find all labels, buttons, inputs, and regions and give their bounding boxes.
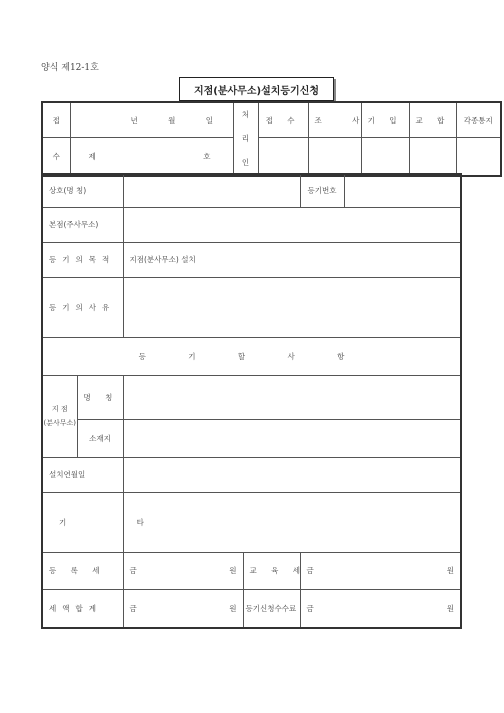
head-office-field[interactable] xyxy=(123,207,461,242)
col-entry: 기 입 xyxy=(361,102,409,138)
col-investigation: 조 사 xyxy=(308,102,361,138)
branch-name-label: 명 칭 xyxy=(77,375,123,419)
col-receipt: 접 수 xyxy=(258,102,308,138)
stamp-notices[interactable] xyxy=(456,138,501,176)
receipt-label-top: 접 xyxy=(42,102,70,138)
head-office-label: 본점(주사무소) xyxy=(42,207,123,242)
trade-name-label: 상호(명 칭) xyxy=(42,174,123,207)
reason-field[interactable] xyxy=(123,277,461,337)
branch-label: 지 점 (분사무소) xyxy=(42,375,77,457)
col-notices: 각종통지 xyxy=(456,102,501,138)
tax-total-label: 세액합계 xyxy=(42,589,123,628)
trade-name-field[interactable] xyxy=(123,174,300,207)
stamp-entry[interactable] xyxy=(361,138,409,176)
reg-tax-label: 등 록 세 xyxy=(42,552,123,589)
reason-label: 등기의사유 xyxy=(42,277,123,337)
form-number: 양식 제12-1호 xyxy=(41,63,99,73)
edu-tax-field[interactable]: 금 원 xyxy=(300,552,461,589)
other-label: 기 타 xyxy=(42,492,123,552)
reg-number-label: 등기번호 xyxy=(300,174,344,207)
install-date-label: 설치연월일 xyxy=(42,457,123,492)
tax-total-field[interactable]: 금 원 xyxy=(123,589,243,628)
stamp-verification[interactable] xyxy=(409,138,456,176)
col-verification: 교 합 xyxy=(409,102,456,138)
processor-label: 처 리 인 xyxy=(233,102,258,176)
form-title: 지점(분사무소)설치등기신청 xyxy=(179,77,334,101)
branch-name-field[interactable] xyxy=(123,375,461,419)
date-label: 년 월 일 xyxy=(70,102,233,138)
receipt-number: 제 호 xyxy=(70,138,233,176)
reg-tax-field[interactable]: 금 원 xyxy=(123,552,243,589)
purpose-value: 지점(분사무소) 설치 xyxy=(123,242,461,277)
receipt-label-bottom: 수 xyxy=(42,138,70,176)
stamp-investigation[interactable] xyxy=(308,138,361,176)
matters-header: 등 기 할 사 항 xyxy=(42,337,461,375)
reg-number-field[interactable] xyxy=(344,174,461,207)
receipt-table xyxy=(41,101,502,177)
stamp-receipt[interactable] xyxy=(258,138,308,176)
purpose-label: 등기의목적 xyxy=(42,242,123,277)
application-table xyxy=(41,173,462,629)
edu-tax-label: 교 육 세 xyxy=(243,552,300,589)
install-date-field[interactable] xyxy=(123,457,461,492)
branch-location-field[interactable] xyxy=(123,419,461,457)
fee-field[interactable]: 금 원 xyxy=(300,589,461,628)
fee-label: 등기신청수수료 xyxy=(243,589,300,628)
branch-location-label: 소재지 xyxy=(77,419,123,457)
